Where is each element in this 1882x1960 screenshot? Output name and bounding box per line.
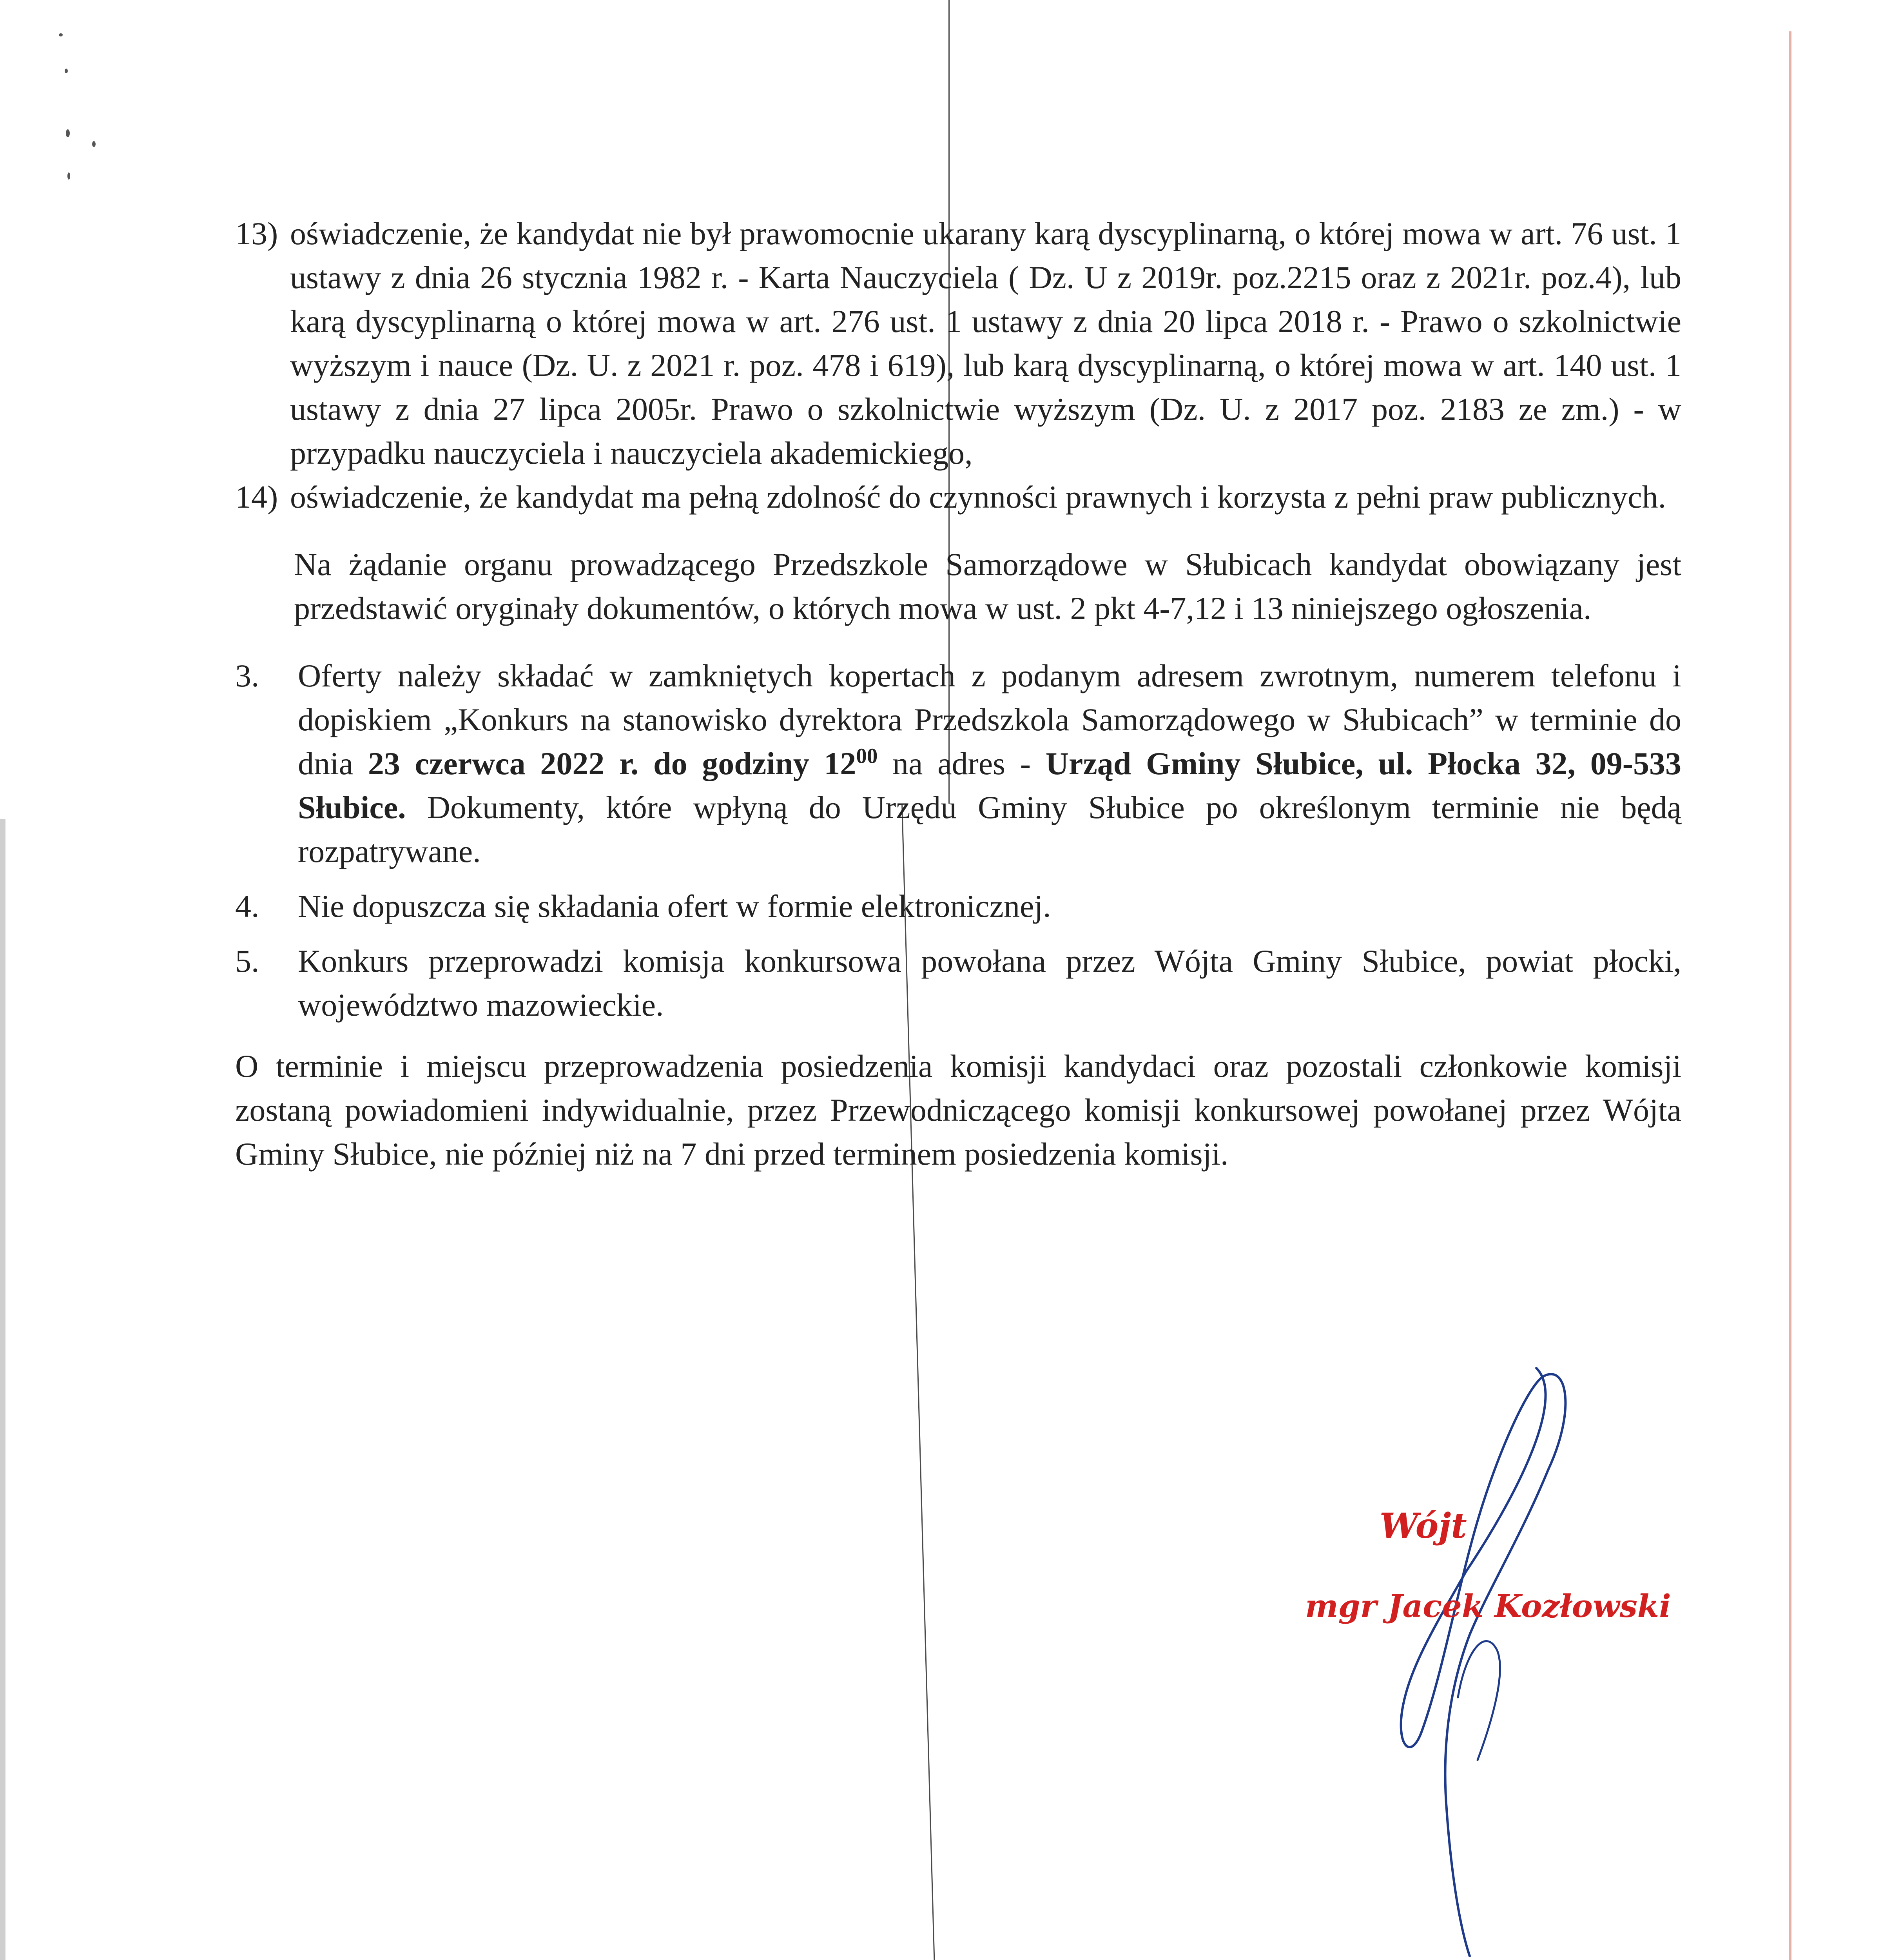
item-text: Konkurs przeprowadzi komisja konkursowa powołana przez Wójta Gminy Słubice, powiat płocki, województwo mazowieckie. [298, 943, 1681, 1023]
demand-paragraph: Na żądanie organu prowadzącego Przedszkole Samorządowe w Słubicach kandydat obowiązany jest przedstawić oryginały dokumentów, o których mowa w ust. 2 pkt 4-7,12 i 13 niniejszego ogłoszenia. [294, 546, 1681, 626]
item-text: oświadczenie, że kandydat nie był prawomocnie ukarany karą dyscyplinarną, o której mowa w art. 76 ust. 1 ustawy z dnia 26 stycznia 1982 r. - Karta Nauczyciela ( Dz. U z 2019r. poz.2215 oraz z 2021r. poz.4), lub karą dyscyplinarną o której mowa w art. 276 ust. 1 ustawy z dnia 20 lipca 2018 r. - Prawo o szkolnictwie wyższym i nauce (Dz. U. z 2021 r. poz. 478 i 619), lub karą dyscyplinarną, o której mowa w art. 140 ust. 1 ustawy z dnia 27 lipca 2005r. Prawo o szkolnictwie wyższym (Dz. U. z 2017 poz. 2183 ze zm.) - w przypadku nauczyciela i nauczyciela akademickiego, [290, 216, 1681, 471]
scan-speck [66, 129, 70, 137]
scan-edge-left [0, 819, 5, 1960]
item-number: 14) [235, 479, 278, 515]
item-number: 5. [235, 943, 259, 979]
item-number: 4. [235, 888, 259, 924]
address-intro: na adres - [878, 746, 1046, 781]
address-text: Urząd Gminy Słubice, ul. Płocka 32, 09-533 Słubice. [298, 746, 1681, 825]
list-item-14 [235, 475, 1681, 519]
deadline-minutes: 00 [856, 744, 878, 768]
item-text: oświadczenie, że kandydat ma pełną zdolność do czynności prawnych i korzysta z pełni praw publicznych. [290, 479, 1666, 515]
scan-speck [65, 69, 68, 73]
offer-text: Oferty należy składać w zamkniętych kopertach z podanym adresem zwrotnym, numerem telefonu i dopiskiem „Konkurs na stanowisko dyrektora Przedszkola Samorządowego w Słubicach” w terminie do dnia [298, 658, 1681, 781]
final-paragraph: O terminie i miejscu przeprowadzenia posiedzenia komisji kandydaci oraz pozostali członkowie komisji zostaną powiadomieni indywidualnie, przez Przewodniczącego komisji konkursowej powołanej przez Wójta Gminy Słubice, nie później niż na 7 dni przed terminem posiedzenia komisji. [235, 1048, 1681, 1172]
list-item-13 [235, 212, 1681, 475]
item-text: Nie dopuszcza się składania ofert w formie elektronicznej. [298, 888, 1051, 924]
item-number: 13) [235, 216, 278, 251]
scan-speck [92, 141, 96, 147]
list-item-5 [235, 939, 1681, 1027]
scan-speck [59, 33, 63, 36]
handwritten-signature [1293, 1352, 1724, 1960]
late-documents-note: Dokumenty, które wpłyną do Urzędu Gminy Słubice po określonym terminie nie będą rozpatrywane. [298, 789, 1681, 869]
scan-speck [67, 172, 70, 180]
document-body [235, 212, 1681, 1176]
item-text [298, 654, 1681, 873]
stamp-title: Wójt [1380, 1505, 1467, 1546]
numbered-list [235, 654, 1681, 1027]
scan-edge-right [1789, 31, 1791, 1960]
list-item-3 [235, 654, 1681, 873]
stamp-name: mgr Jacek Kozłowski [1305, 1588, 1671, 1624]
deadline-text: 23 czerwca 2022 r. do godziny 12 [368, 746, 856, 781]
item-number: 3. [235, 658, 259, 693]
list-item-4 [235, 884, 1681, 928]
